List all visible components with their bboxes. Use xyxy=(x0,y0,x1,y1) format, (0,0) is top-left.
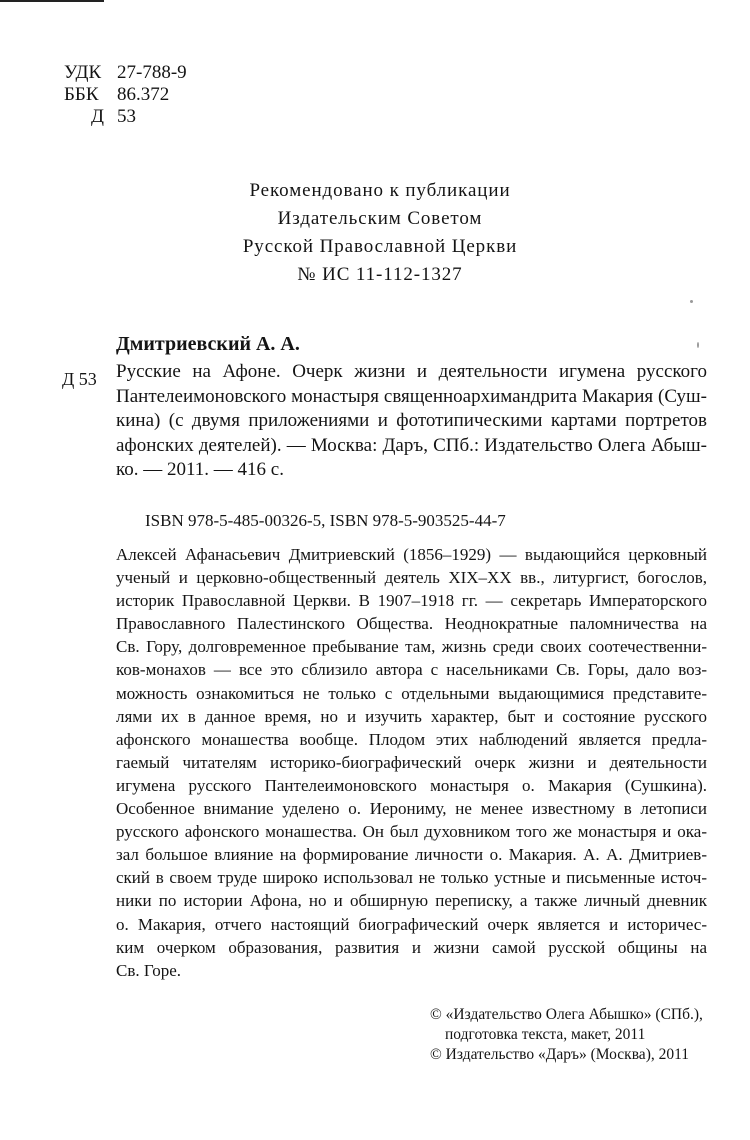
author-heading: Дмитриевский А. А. xyxy=(116,333,300,355)
abstract-line: ким очерком образования, развития и жизни самой русской общины на xyxy=(116,937,707,957)
udk-value: 27-788-9 xyxy=(117,62,187,83)
recommendation-line: № ИС 11-112-1327 xyxy=(297,264,463,285)
bib-line: афонских деятелей). — Москва: Даръ, СПб.: Издательство Олега Абыш- xyxy=(116,434,707,456)
abstract-line: гаемый читателям историко-биографический очерк жизни и деятельности xyxy=(116,752,707,772)
abstract-line: Алексей Афанасьевич Дмитриевский (1856–1929) — выдающийся церковный xyxy=(116,545,707,564)
abstract-line: зал большое влияние на формирование личности о. Макария. А. А. Дмитриев- xyxy=(116,845,707,865)
copyright-line: © Издательство «Даръ» (Москва), 2011 xyxy=(430,1046,690,1063)
bib-line: Русские на Афоне. Очерк жизни и деятельности игумена русского xyxy=(116,361,707,382)
recommendation-line: Рекомендовано к публикации xyxy=(249,180,511,201)
abstract-line: ученый и церковно-общественный деятель XIX–XX вв., литургист, богослов, xyxy=(116,568,707,588)
recommendation-line: Издательским Советом xyxy=(277,208,483,229)
bbk-value: 86.372 xyxy=(117,84,170,105)
abstract-line: Православного Палестинского Общества. Неоднократные паломничества на xyxy=(116,614,707,634)
abstract-line: Св. Горе. xyxy=(116,960,181,980)
copyright-block xyxy=(430,1005,703,1065)
author-sign-line xyxy=(64,106,136,128)
abstract-line: можность ознакомиться не только с отдельными выдающимися представите- xyxy=(116,683,707,703)
bib-line: Пантелеимоновского монастыря священноархимандрита Макария (Суш- xyxy=(116,385,707,407)
abstract-line: Св. Гору, долговременное пребывание там, жизнь среди своих соотечественни- xyxy=(116,637,707,657)
bbk-label: ББК xyxy=(64,84,99,105)
scan-speck xyxy=(697,342,699,348)
abstract xyxy=(116,543,707,982)
recommendation-block xyxy=(150,177,610,289)
abstract-line: ники по истории Афона, но и обширную переписку, а также личный дневник xyxy=(116,891,707,911)
abstract-line: о. Макария, отчего настоящий биографический очерк является и историчес- xyxy=(116,914,707,934)
author-sign-label: Д xyxy=(91,106,104,127)
author-sign-value: 53 xyxy=(117,106,136,127)
top-rule xyxy=(0,0,104,2)
udk-line xyxy=(64,62,187,84)
bbk-line xyxy=(64,84,169,106)
bib-line: кина) (с двумя приложениями и фототипическими картами портретов xyxy=(116,410,707,431)
udk-label: УДК xyxy=(64,62,102,83)
abstract-line: историк Православной Церкви. В 1907–1918 гг. — секретарь Императорского xyxy=(116,591,707,611)
scan-speck xyxy=(690,300,693,303)
shelf-code: Д 53 xyxy=(62,369,97,389)
bibliographic-description xyxy=(116,360,707,483)
copyright-line: подготовка текста, макет, 2011 xyxy=(445,1026,646,1043)
abstract-line: ский в своем труде широко использовал не только устные и письменные источ- xyxy=(116,868,707,888)
abstract-line: лями их в данное время, но и изучить характер, быт и состояние русского xyxy=(116,706,707,726)
abstract-line: русского афонского монашества. Он был духовником того же монастыря и ока- xyxy=(116,822,707,842)
abstract-line: афонского монашества вообще. Плодом этих наблюдений является предла- xyxy=(116,729,707,749)
abstract-line: Особенное внимание уделено о. Иерониму, не менее известному в летописи xyxy=(116,799,707,819)
copyright-line: © «Издательство Олега Абышко» (СПб.), xyxy=(430,1006,703,1023)
isbn-line: ISBN 978-5-485-00326-5, ISBN 978-5-903525-44-7 xyxy=(145,511,506,530)
abstract-line: ков-монахов — все это сблизило автора с насельниками Св. Горы, дало воз- xyxy=(116,660,707,680)
abstract-line: игумена русского Пантелеимоновского монастыря о. Макария (Сушкина). xyxy=(116,775,707,795)
bib-line: ко. — 2011. — 416 с. xyxy=(116,459,284,480)
recommendation-line: Русской Православной Церкви xyxy=(242,236,518,257)
